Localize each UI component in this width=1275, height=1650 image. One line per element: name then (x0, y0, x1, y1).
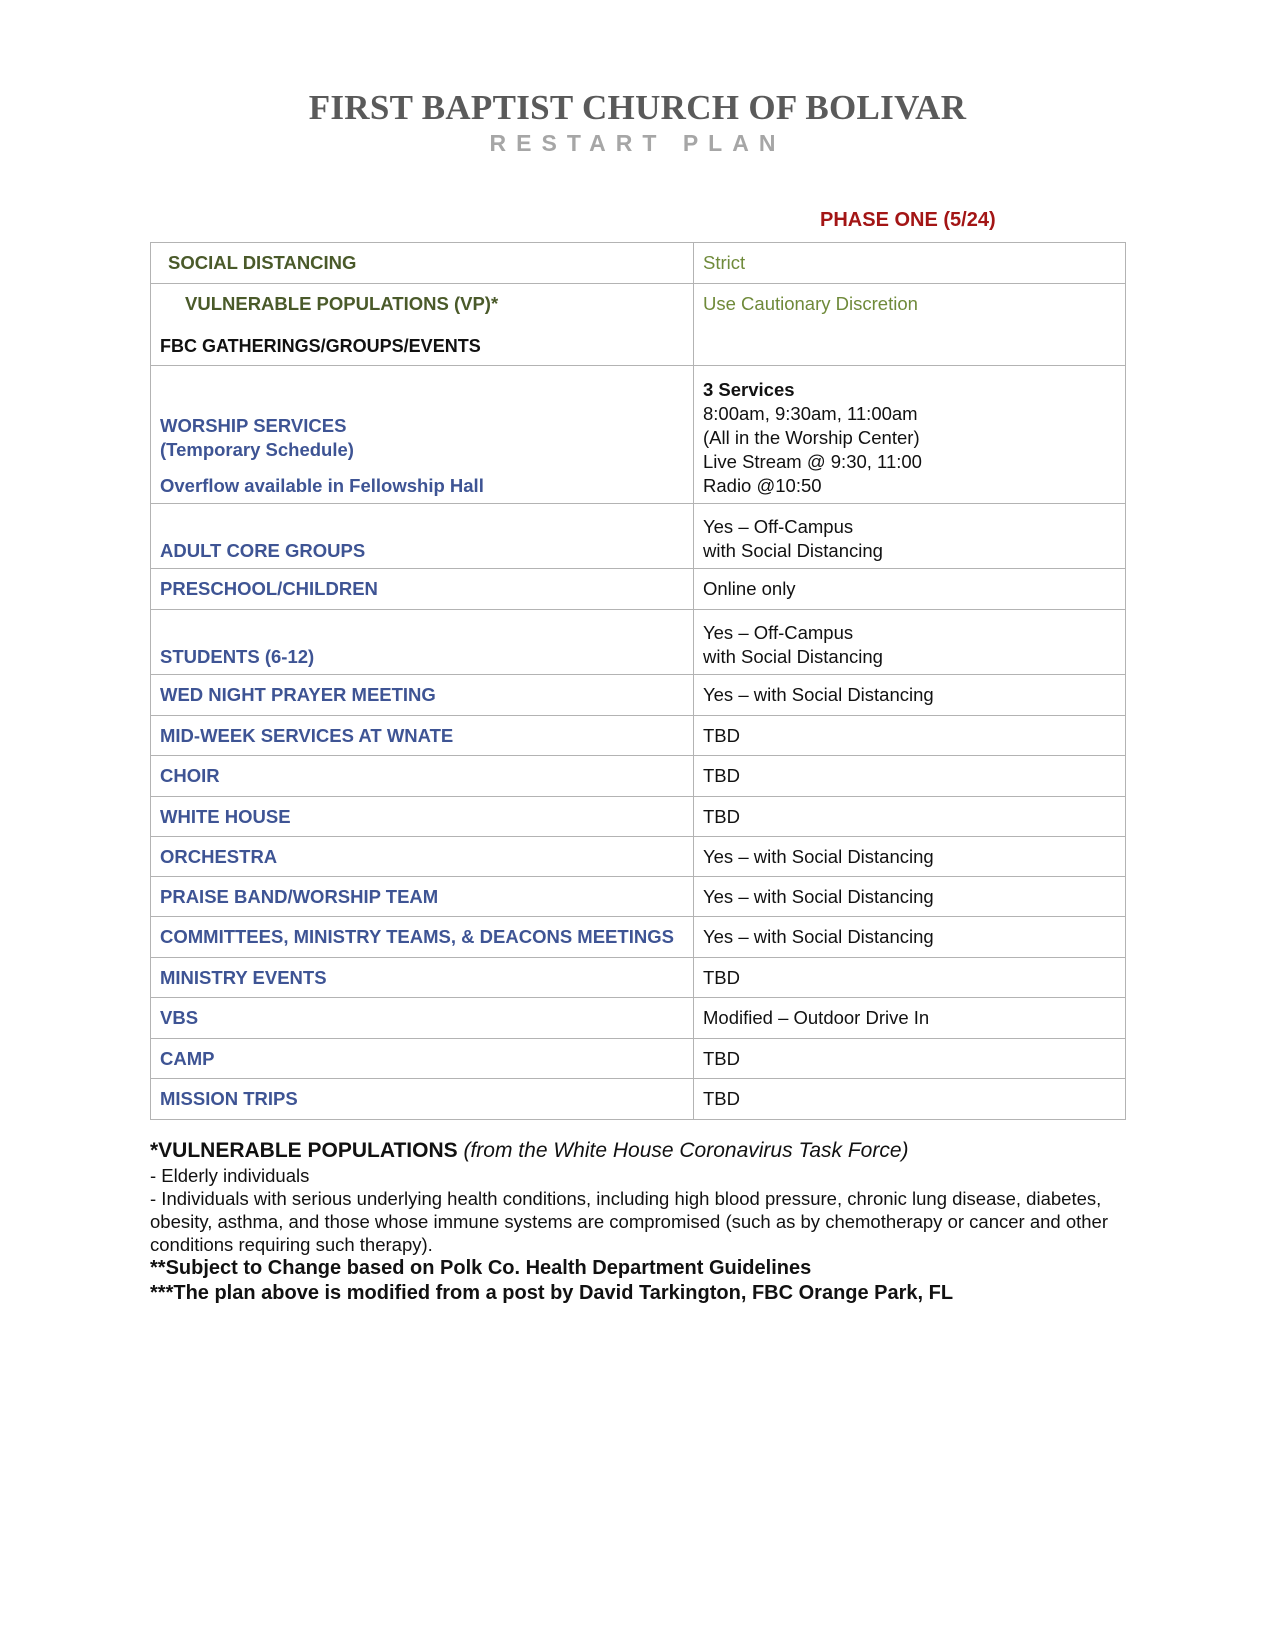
attribution-note: ***The plan above is modified from a post by David Tarkington, FBC Orange Park, FL (150, 1282, 954, 1304)
radio-time: Radio @10:50 (703, 475, 822, 496)
document-title: FIRST BAPTIST CHURCH OF BOLIVAR (308, 88, 967, 127)
social-distancing-label: SOCIAL DISTANCING (151, 243, 694, 284)
footnotes (150, 1138, 1140, 1306)
row-label-ministry-events: MINISTRY EVENTS (151, 958, 694, 998)
worship-services-cell (151, 366, 694, 504)
row-value-mid-week-services: TBD (694, 716, 1126, 756)
row-value-mission-trips: TBD (694, 1079, 1126, 1120)
table-row (151, 1079, 1126, 1120)
value-line: with Social Distancing (703, 646, 883, 667)
row-value-preschool-children: Online only (694, 569, 1126, 610)
table-row (151, 837, 1126, 877)
table-row (151, 569, 1126, 610)
table-row (151, 675, 1126, 716)
worship-times: 8:00am, 9:30am, 11:00am (703, 403, 918, 424)
worship-schedule-note: (Temporary Schedule) (160, 439, 354, 460)
worship-services-value (694, 366, 1126, 504)
table-row (151, 243, 1126, 284)
table-row (151, 504, 1126, 569)
table-row (151, 998, 1126, 1039)
table-row (151, 284, 1126, 366)
vp-footnote-heading: *VULNERABLE POPULATIONS (150, 1139, 458, 1162)
table-row (151, 797, 1126, 837)
worship-location: (All in the Worship Center) (703, 427, 920, 448)
row-value-orchestra: Yes – with Social Distancing (694, 837, 1126, 877)
vulnerable-populations-footnote (150, 1138, 1140, 1164)
row-label-committees: COMMITTEES, MINISTRY TEAMS, & DEACONS MEETINGS (151, 917, 694, 958)
row-value-white-house: TBD (694, 797, 1126, 837)
worship-services-label: WORSHIP SERVICES (160, 415, 347, 436)
row-label-preschool-children: PRESCHOOL/CHILDREN (151, 569, 694, 610)
row-label-praise-band: PRAISE BAND/WORSHIP TEAM (151, 877, 694, 917)
row-value-students (694, 610, 1126, 675)
row-label-camp: CAMP (151, 1039, 694, 1079)
row-value-camp: TBD (694, 1039, 1126, 1079)
row-label-orchestra: ORCHESTRA (151, 837, 694, 877)
vp-item-health-conditions: - Individuals with serious underlying health conditions, including high blood pressure, chronic lung disease, diabetes, obesity, asthma, and those whose immune systems are compromised (such as by chemotherapy or cancer and other conditions requiring such therapy). (150, 1188, 1108, 1255)
live-stream-times: Live Stream @ 9:30, 11:00 (703, 451, 922, 472)
table-row (151, 716, 1126, 756)
table-row (151, 366, 1126, 504)
row-label-choir: CHOIR (151, 756, 694, 797)
overflow-note: Overflow available in Fellowship Hall (160, 475, 484, 496)
table-row (151, 917, 1126, 958)
table-row (151, 877, 1126, 917)
row-label-wed-night-prayer: WED NIGHT PRAYER MEETING (151, 675, 694, 716)
row-label-mission-trips: MISSION TRIPS (151, 1079, 694, 1120)
document-subtitle: RESTART PLAN (489, 130, 786, 156)
subject-to-change-note: **Subject to Change based on Polk Co. Health Department Guidelines (150, 1257, 812, 1279)
row-label-adult-core-groups: ADULT CORE GROUPS (151, 504, 694, 569)
vulnerable-populations-cell (151, 284, 694, 366)
table-row (151, 756, 1126, 797)
value-line: Yes – Off-Campus (703, 622, 854, 643)
row-value-ministry-events: TBD (694, 958, 1126, 998)
row-value-wed-night-prayer: Yes – with Social Distancing (694, 675, 1126, 716)
restart-plan-table (150, 242, 1126, 1120)
vp-item-elderly: - Elderly individuals (150, 1165, 310, 1186)
row-label-vbs: VBS (151, 998, 694, 1039)
vp-footnote-source: (from the White House Coronavirus Task Force) (463, 1139, 909, 1162)
row-label-mid-week-services: MID-WEEK SERVICES AT WNATE (151, 716, 694, 756)
row-value-committees: Yes – with Social Distancing (694, 917, 1126, 958)
row-value-vbs: Modified – Outdoor Drive In (694, 998, 1126, 1039)
table-row (151, 958, 1126, 998)
table-row (151, 1039, 1126, 1079)
table-row (151, 610, 1126, 675)
value-line: Yes – Off-Campus (703, 516, 854, 537)
row-value-praise-band: Yes – with Social Distancing (694, 877, 1126, 917)
vulnerable-populations-value: Use Cautionary Discretion (694, 284, 1126, 366)
phase-heading: PHASE ONE (5/24) (820, 209, 996, 231)
row-label-students: STUDENTS (6-12) (151, 610, 694, 675)
section-label: FBC GATHERINGS/GROUPS/EVENTS (160, 336, 481, 356)
social-distancing-value: Strict (694, 243, 1126, 284)
row-value-adult-core-groups (694, 504, 1126, 569)
value-line: with Social Distancing (703, 540, 883, 561)
row-label-white-house: WHITE HOUSE (151, 797, 694, 837)
row-value-choir: TBD (694, 756, 1126, 797)
worship-services-count: 3 Services (703, 379, 795, 400)
vulnerable-populations-label: VULNERABLE POPULATIONS (VP)* (185, 293, 499, 314)
